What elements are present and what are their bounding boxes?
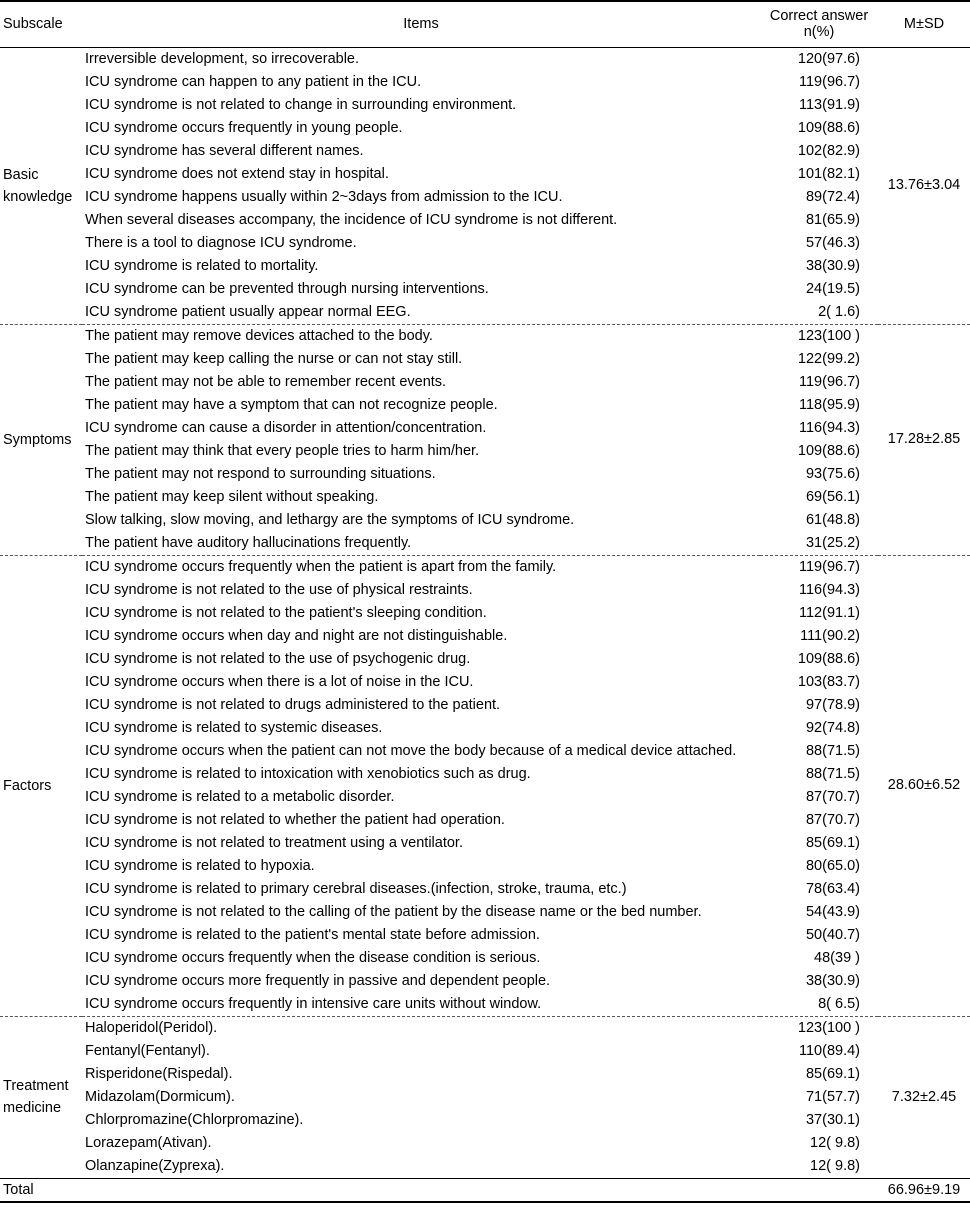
correct-answer-value: 31(25.2) <box>805 534 860 551</box>
subscale-msd: 13.76±3.04 <box>887 177 961 193</box>
table-row <box>0 47 970 71</box>
item-text: ICU syndrome has several different names. <box>85 142 364 159</box>
header-msd: M±SD <box>878 1 970 47</box>
correct-answer-value: 109(88.6) <box>797 650 860 667</box>
table-row <box>0 648 970 671</box>
correct-answer-value: 2( 1.6) <box>818 303 860 320</box>
correct-answer-value: 37(30.1) <box>805 1111 860 1128</box>
item-text: The patient may not be able to remember recent events. <box>85 373 447 390</box>
correct-answer-value: 61(48.8) <box>805 511 860 528</box>
correct-answer-value: 109(88.6) <box>797 442 860 459</box>
table-row <box>0 855 970 878</box>
item-text: The patient may not respond to surrounding situations. <box>85 465 436 482</box>
table-row <box>0 209 970 232</box>
table-row <box>0 440 970 463</box>
item-text: The patient have auditory hallucinations frequently. <box>85 534 412 551</box>
table-row <box>0 394 970 417</box>
table-row <box>0 924 970 947</box>
table-row <box>0 1132 970 1155</box>
correct-answer-value: 88(71.5) <box>805 742 860 759</box>
item-text: ICU syndrome is related to mortality. <box>85 257 319 274</box>
table-row <box>0 555 970 579</box>
table-row <box>0 740 970 763</box>
correct-answer-value: 93(75.6) <box>805 465 860 482</box>
total-label: Total <box>0 1178 878 1202</box>
table-row <box>0 348 970 371</box>
correct-answer-value: 88(71.5) <box>805 765 860 782</box>
item-text: ICU syndrome occurs when day and night are not distinguishable. <box>85 627 508 644</box>
item-text: ICU syndrome is not related to whether the patient had operation. <box>85 811 505 828</box>
item-text: ICU syndrome occurs more frequently in passive and dependent people. <box>85 972 551 989</box>
item-text: ICU syndrome occurs frequently when the patient is apart from the family. <box>82 555 760 579</box>
item-text: Olanzapine(Zyprexa). <box>85 1157 225 1174</box>
correct-answer-value: 118(95.9) <box>799 396 860 413</box>
item-text: The patient may have a symptom that can not recognize people. <box>85 396 498 413</box>
correct-answer-value: 87(70.7) <box>805 811 860 828</box>
correct-answer-value: 57(46.3) <box>805 234 860 251</box>
correct-answer-value: 119(96.7) <box>760 555 878 579</box>
table-row <box>0 232 970 255</box>
correct-answer-value: 80(65.0) <box>805 857 860 874</box>
correct-answer-value: 122(99.2) <box>797 350 860 367</box>
item-text: ICU syndrome is not related to the calling of the patient by the disease name or the bed number. <box>85 903 702 920</box>
table-row <box>0 1155 970 1179</box>
item-text: Risperidone(Rispedal). <box>85 1065 233 1082</box>
correct-answer-value: 54(43.9) <box>805 903 860 920</box>
correct-answer-value: 12( 9.8) <box>810 1157 860 1174</box>
total-msd: 66.96±9.19 <box>878 1178 970 1202</box>
table-row <box>0 371 970 394</box>
correct-answer-value: 97(78.9) <box>805 696 860 713</box>
item-text: There is a tool to diagnose ICU syndrome. <box>85 234 357 251</box>
subscale-name: Treatment medicine <box>0 1016 82 1178</box>
table-row <box>0 809 970 832</box>
item-text: When several diseases accompany, the incidence of ICU syndrome is not different. <box>85 211 618 228</box>
table-row <box>0 1063 970 1086</box>
correct-answer-value: 87(70.7) <box>805 788 860 805</box>
correct-answer-value: 123(100 ) <box>760 1016 878 1040</box>
table-row <box>0 301 970 325</box>
item-text: The patient may keep silent without speaking. <box>85 488 379 505</box>
header-items: Items <box>82 1 760 47</box>
correct-answer-value: 109(88.6) <box>797 119 860 136</box>
header-subscale: Subscale <box>0 1 82 47</box>
item-text: ICU syndrome is not related to the use of physical restraints. <box>85 581 473 598</box>
correct-answer-value: 102(82.9) <box>797 142 860 159</box>
table-row <box>0 625 970 648</box>
table-body <box>0 47 970 1202</box>
item-text: Irreversible development, so irrecoverable. <box>85 50 360 67</box>
table-row <box>0 602 970 625</box>
table-row <box>0 486 970 509</box>
subscale-msd: 17.28±2.85 <box>878 324 970 555</box>
correct-answer-value: 81(65.9) <box>805 211 860 228</box>
table-row <box>0 417 970 440</box>
correct-answer-value: 24(19.5) <box>805 280 860 297</box>
item-text: ICU syndrome patient usually appear normal EEG. <box>85 303 411 320</box>
item-text: The patient may remove devices attached to the body. <box>82 324 760 348</box>
correct-answer-value: 103(83.7) <box>797 673 860 690</box>
table-row <box>0 717 970 740</box>
item-text: ICU syndrome occurs frequently in young people. <box>85 119 403 136</box>
correct-answer-value: 78(63.4) <box>805 880 860 897</box>
correct-answer-value: 101(82.1) <box>797 165 860 182</box>
table-row <box>0 970 970 993</box>
item-text: ICU syndrome can happen to any patient in the ICU. <box>85 73 422 90</box>
table-row <box>0 786 970 809</box>
correct-answer-value: 92(74.8) <box>805 719 860 736</box>
table-row <box>0 532 970 556</box>
item-text: ICU syndrome can cause a disorder in attention/concentration. <box>85 419 487 436</box>
header-correct-answer: Correct answer n(%) <box>760 1 878 47</box>
correct-answer-value: 69(56.1) <box>805 488 860 505</box>
table-row <box>0 255 970 278</box>
table-row <box>0 947 970 970</box>
item-text: ICU syndrome happens usually within 2~3days from admission to the ICU. <box>85 188 563 205</box>
item-text: Chlorpromazine(Chlorpromazine). <box>85 1111 304 1128</box>
item-text: ICU syndrome occurs when there is a lot of noise in the ICU. <box>85 673 474 690</box>
item-text: ICU syndrome is not related to change in surrounding environment. <box>85 96 517 113</box>
correct-answer-value: 123(100 ) <box>760 324 878 348</box>
correct-answer-value: 110(89.4) <box>799 1042 860 1059</box>
item-text: ICU syndrome is related to hypoxia. <box>85 857 315 874</box>
item-text: ICU syndrome is not related to the patient's sleeping condition. <box>85 604 487 621</box>
item-text: ICU syndrome is related to intoxication with xenobiotics such as drug. <box>85 765 531 782</box>
item-text: ICU syndrome occurs frequently when the disease condition is serious. <box>85 949 541 966</box>
correct-answer-value: 38(30.9) <box>805 972 860 989</box>
subscale-msd: 28.60±6.52 <box>878 555 970 1016</box>
table-row <box>0 94 970 117</box>
correct-answer-value: 8( 6.5) <box>818 995 860 1012</box>
total-row <box>0 1178 970 1202</box>
table-row <box>0 832 970 855</box>
correct-answer-value: 120(97.6) <box>797 50 860 67</box>
item-text: Slow talking, slow moving, and lethargy are the symptoms of ICU syndrome. <box>85 511 575 528</box>
item-text: ICU syndrome occurs frequently in intensive care units without window. <box>85 995 542 1012</box>
table-row <box>0 901 970 924</box>
item-text: ICU syndrome can be prevented through nursing interventions. <box>85 280 489 297</box>
correct-answer-value: 48(39 ) <box>814 949 860 966</box>
table-row <box>0 1016 970 1040</box>
correct-answer-value: 12( 9.8) <box>810 1134 860 1151</box>
subscale-name: Factors <box>0 555 82 1016</box>
table-row <box>0 140 970 163</box>
subscale-msd: 7.32±2.45 <box>878 1016 970 1178</box>
correct-answer-value: 119(96.7) <box>799 373 860 390</box>
table-row <box>0 1040 970 1063</box>
correct-answer-value: 50(40.7) <box>805 926 860 943</box>
table-row <box>0 878 970 901</box>
correct-answer-value: 111(90.2) <box>800 627 860 644</box>
table-row <box>0 671 970 694</box>
table-row <box>0 694 970 717</box>
correct-answer-value: 116(94.3) <box>799 581 860 598</box>
correct-answer-value: 85(69.1) <box>805 1065 860 1082</box>
item-text: Midazolam(Dormicum). <box>85 1088 235 1105</box>
table-row <box>0 1086 970 1109</box>
table-row <box>0 579 970 602</box>
item-text: ICU syndrome is not related to drugs administered to the patient. <box>85 696 501 713</box>
table-row <box>0 324 970 348</box>
correct-answer-value: 85(69.1) <box>805 834 860 851</box>
item-text: ICU syndrome is related to systemic diseases. <box>85 719 383 736</box>
table-row <box>0 163 970 186</box>
item-text: Lorazepam(Ativan). <box>85 1134 212 1151</box>
correct-answer-value: 38(30.9) <box>805 257 860 274</box>
table-row <box>0 1109 970 1132</box>
header-row <box>0 1 970 47</box>
item-text: ICU syndrome is related to primary cerebral diseases.(infection, stroke, trauma, etc.) <box>85 880 627 897</box>
table-row <box>0 117 970 140</box>
item-text: Fentanyl(Fentanyl). <box>85 1042 210 1059</box>
table-row <box>0 509 970 532</box>
table-row <box>0 186 970 209</box>
correct-answer-value: 119(96.7) <box>799 73 860 90</box>
correct-answer-value: 116(94.3) <box>799 419 860 436</box>
correct-answer-value: 113(91.9) <box>799 96 860 113</box>
table-row <box>0 71 970 94</box>
table-row <box>0 463 970 486</box>
item-text: ICU syndrome occurs when the patient can not move the body because of a medical device attached. <box>85 742 737 759</box>
table-row <box>0 278 970 301</box>
correct-answer-value: 89(72.4) <box>805 188 860 205</box>
item-text: Haloperidol(Peridol). <box>82 1016 760 1040</box>
item-text: ICU syndrome is related to a metabolic disorder. <box>85 788 395 805</box>
subscale-name: Basic knowledge <box>3 166 73 205</box>
item-text: ICU syndrome does not extend stay in hospital. <box>85 165 389 182</box>
item-text: The patient may keep calling the nurse or can not stay still. <box>85 350 463 367</box>
correct-answer-value: 112(91.1) <box>799 604 860 621</box>
subscale-name: Symptoms <box>0 324 82 555</box>
item-text: The patient may think that every people tries to harm him/her. <box>85 442 480 459</box>
item-text: ICU syndrome is not related to the use of psychogenic drug. <box>85 650 471 667</box>
correct-answer-value: 71(57.7) <box>805 1088 860 1105</box>
item-text: ICU syndrome is related to the patient's mental state before admission. <box>85 926 540 943</box>
table-row <box>0 763 970 786</box>
table-row <box>0 993 970 1017</box>
item-text: ICU syndrome is not related to treatment using a ventilator. <box>85 834 463 851</box>
